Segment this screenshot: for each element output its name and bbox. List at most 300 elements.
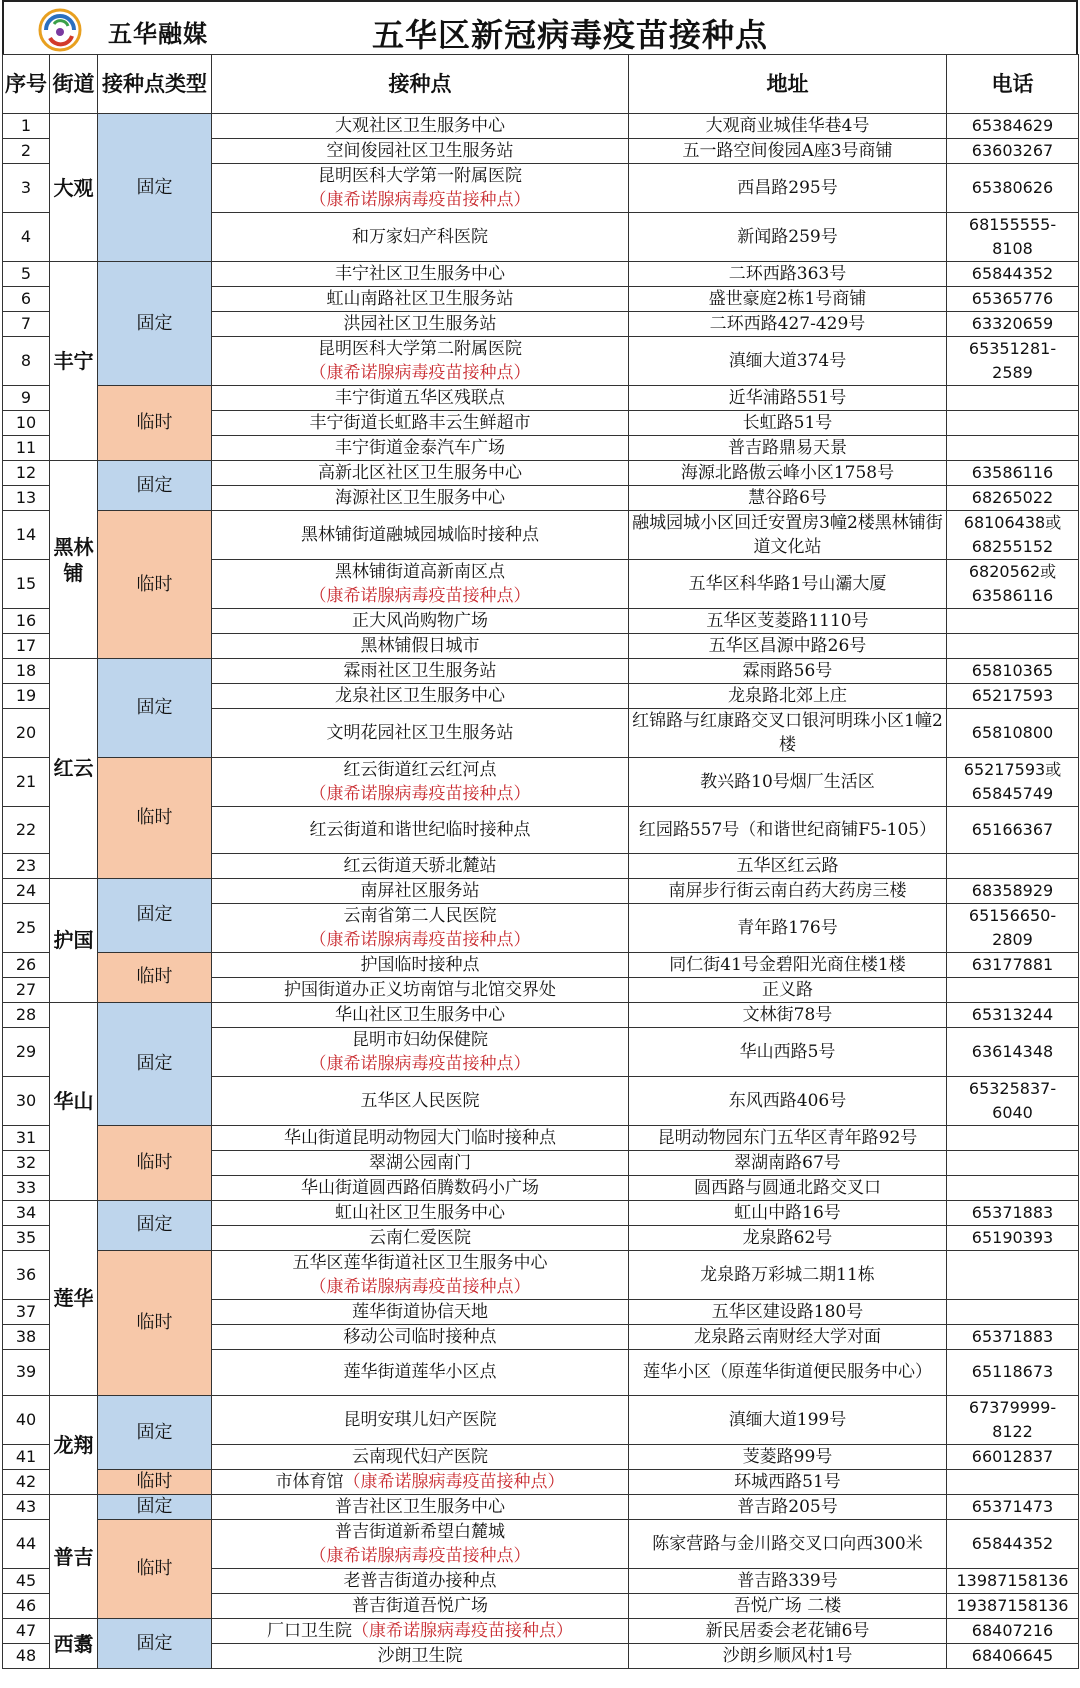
row-seq: 12 [3, 461, 50, 486]
site-phone: 68407216 [947, 1619, 1079, 1644]
row-seq: 25 [3, 903, 50, 952]
table-row [3, 1470, 1079, 1495]
site-name [212, 853, 629, 878]
site-name [212, 609, 629, 634]
site-phone: 63177881 [947, 952, 1079, 977]
site-phone [947, 977, 1079, 1002]
vaccine-note: （康希诺腺病毒疫苗接种点） [309, 1053, 531, 1074]
site-address: 红锦路与红康路交叉口银河明珠小区1幢2楼 [629, 709, 947, 758]
row-seq: 8 [3, 337, 50, 386]
site-address: 青年路176号 [629, 903, 947, 952]
site-name [212, 1349, 629, 1396]
site-name-text: 普吉社区卫生服务中心 [335, 1497, 505, 1518]
site-address: 环城西路51号 [629, 1470, 947, 1495]
row-seq: 45 [3, 1569, 50, 1594]
vaccination-sites-table [2, 54, 1079, 1669]
site-phone: 65844352 [947, 262, 1079, 287]
site-name-text: 丰宁社区卫生服务中心 [335, 264, 505, 284]
site-name-text: 昆明医科大学第一附属医院 [318, 166, 522, 186]
site-address: 大观商业城佳华巷4号 [629, 114, 947, 139]
site-address: 虹山中路16号 [629, 1200, 947, 1225]
site-name [212, 634, 629, 659]
site-name [212, 1569, 629, 1594]
site-name-text: 华山社区卫生服务中心 [335, 1004, 505, 1025]
site-phone [947, 386, 1079, 411]
site-name [212, 1619, 629, 1644]
site-name [212, 411, 629, 436]
site-phone [947, 1299, 1079, 1324]
street-name: 红云 [50, 659, 98, 879]
street-name: 华山 [50, 1002, 98, 1200]
site-name-text: 华山街道昆明动物园大门临时接种点 [284, 1127, 556, 1148]
site-phone [947, 609, 1079, 634]
site-address: 五华区红云路 [629, 853, 947, 878]
table-row [3, 461, 1079, 486]
site-name [212, 878, 629, 903]
site-phone [947, 411, 1079, 436]
site-address: 红园路557号（和谐世纪商铺F5-105） [629, 807, 947, 854]
row-seq: 14 [3, 511, 50, 560]
site-address: 莲华小区（原莲华街道便民服务中心） [629, 1349, 947, 1396]
row-seq: 29 [3, 1027, 50, 1076]
row-seq: 22 [3, 807, 50, 854]
site-type-badge: 临时 [98, 952, 212, 1002]
site-name-text: 红云街道和谐世纪临时接种点 [309, 819, 531, 840]
site-phone: 65810800 [947, 709, 1079, 758]
site-address: 陈家营路与金川路交叉口向西300米 [629, 1520, 947, 1569]
row-seq: 15 [3, 560, 50, 609]
street-name: 莲华 [50, 1200, 98, 1396]
site-name-text: 翠湖公园南门 [369, 1152, 471, 1173]
table-row [3, 758, 1079, 807]
site-name [212, 560, 629, 609]
site-name [212, 386, 629, 411]
row-seq: 37 [3, 1299, 50, 1324]
row-seq: 42 [3, 1470, 50, 1495]
row-seq: 34 [3, 1200, 50, 1225]
site-address: 沙朗乡顺风村1号 [629, 1644, 947, 1669]
site-name-text: 昆明安琪儿妇产医院 [343, 1410, 497, 1431]
vaccine-note: （康希诺腺病毒疫苗接种点） [309, 784, 531, 804]
table-row [3, 386, 1079, 411]
site-name [212, 164, 629, 213]
vaccine-note: （康希诺腺病毒疫苗接种点） [309, 190, 531, 210]
site-name [212, 1299, 629, 1324]
street-name: 护国 [50, 878, 98, 1002]
site-phone: 65325837-6040 [947, 1076, 1079, 1125]
table-row [3, 659, 1079, 684]
site-type-badge: 临时 [98, 1250, 212, 1396]
site-address: 龙泉路云南财经大学对面 [629, 1324, 947, 1349]
site-name-text: 正大风尚购物广场 [352, 611, 488, 631]
row-seq: 9 [3, 386, 50, 411]
row-seq: 32 [3, 1150, 50, 1175]
table-row [3, 1619, 1079, 1644]
page-title: 五华区新冠病毒疫苗接种点 [371, 16, 768, 54]
site-name [212, 952, 629, 977]
site-name-text: 普吉街道吾悦广场 [352, 1596, 488, 1617]
site-phone [947, 436, 1079, 461]
row-seq: 18 [3, 659, 50, 684]
site-name [212, 461, 629, 486]
site-phone [947, 634, 1079, 659]
row-seq: 28 [3, 1002, 50, 1027]
site-name [212, 262, 629, 287]
site-address: 二环西路427-429号 [629, 312, 947, 337]
site-address: 近华浦路551号 [629, 386, 947, 411]
site-type-badge: 固定 [98, 1002, 212, 1125]
site-address: 新闻路259号 [629, 213, 947, 262]
site-address: 慧谷路6号 [629, 486, 947, 511]
site-name-text: 莲华街道莲华小区点 [343, 1362, 497, 1383]
site-name-text: 黑林铺假日城市 [360, 636, 480, 656]
site-phone: 63603267 [947, 139, 1079, 164]
site-name-text: 高新北区社区卫生服务中心 [318, 463, 522, 483]
site-name-text: 华山街道圆西路佰腾数码小广场 [301, 1177, 539, 1198]
site-address: 同仁街41号金碧阳光商住楼1楼 [629, 952, 947, 977]
site-address: 盛世豪庭2栋1号商铺 [629, 287, 947, 312]
site-address: 教兴路10号烟厂生活区 [629, 758, 947, 807]
row-seq: 7 [3, 312, 50, 337]
site-address: 吾悦广场 二楼 [629, 1594, 947, 1619]
site-phone: 65351281-2589 [947, 337, 1079, 386]
site-type-badge: 固定 [98, 461, 212, 511]
header-type: 接种点类型 [98, 55, 212, 114]
row-seq: 27 [3, 977, 50, 1002]
site-address: 滇缅大道374号 [629, 337, 947, 386]
vaccine-note: （康希诺腺病毒疫苗接种点） [309, 929, 531, 950]
vaccine-note: （康希诺腺病毒疫苗接种点） [309, 1546, 531, 1567]
site-phone: 65371883 [947, 1200, 1079, 1225]
table-row [3, 878, 1079, 903]
site-phone: 65166367 [947, 807, 1079, 854]
site-type-badge: 临时 [98, 1125, 212, 1200]
site-name-text: 护国街道办正义坊南馆与北馆交界处 [284, 979, 556, 1000]
site-phone: 63614348 [947, 1027, 1079, 1076]
site-address: 龙泉路北郊上庄 [629, 684, 947, 709]
site-name-text: 空间俊园社区卫生服务站 [326, 141, 514, 161]
site-phone: 68406645 [947, 1644, 1079, 1669]
site-address: 五华区科华路1号山灞大厦 [629, 560, 947, 609]
table-row [3, 1250, 1079, 1299]
row-seq: 2 [3, 139, 50, 164]
site-address: 东风西路406号 [629, 1076, 947, 1125]
row-seq: 39 [3, 1349, 50, 1396]
street-name: 丰宁 [50, 262, 98, 461]
site-name [212, 1200, 629, 1225]
site-type-badge: 临时 [98, 1520, 212, 1619]
site-name [212, 511, 629, 560]
site-name [212, 1002, 629, 1027]
site-name [212, 684, 629, 709]
site-name [212, 1495, 629, 1520]
row-seq: 26 [3, 952, 50, 977]
site-address: 龙泉路万彩城二期11栋 [629, 1250, 947, 1299]
row-seq: 30 [3, 1076, 50, 1125]
site-phone: 65371473 [947, 1495, 1079, 1520]
table-row [3, 511, 1079, 560]
site-name-text: 昆明市妇幼保健院 [352, 1029, 488, 1050]
site-name-text: 云南现代妇产医院 [352, 1447, 488, 1468]
site-name [212, 977, 629, 1002]
site-name-text: 黑林铺街道融城园城临时接种点 [301, 525, 539, 545]
header-phone: 电话 [947, 55, 1079, 114]
street-name: 西翥 [50, 1619, 98, 1669]
site-name [212, 1076, 629, 1125]
table-header-row [3, 55, 1079, 114]
site-phone: 68155555-8108 [947, 213, 1079, 262]
site-phone: 67379999-8122 [947, 1396, 1079, 1445]
site-type-badge: 固定 [98, 1495, 212, 1520]
street-name: 大观 [50, 114, 98, 262]
site-phone: 63586116 [947, 461, 1079, 486]
table-row [3, 1520, 1079, 1569]
site-name-text: 丰宁街道长虹路丰云生鲜超市 [309, 413, 531, 433]
street-name: 黑林铺 [50, 461, 98, 659]
site-phone: 13987158136 [947, 1569, 1079, 1594]
site-name-text: 移动公司临时接种点 [343, 1326, 497, 1347]
site-name-text: 云南省第二人民医院 [343, 905, 497, 926]
site-name [212, 312, 629, 337]
site-phone [947, 1125, 1079, 1150]
site-name [212, 1470, 629, 1495]
site-name-text: 厂口卫生院 [267, 1621, 352, 1642]
site-address: 翠湖南路67号 [629, 1150, 947, 1175]
site-address: 滇缅大道199号 [629, 1396, 947, 1445]
site-type-badge: 固定 [98, 1396, 212, 1470]
row-seq: 47 [3, 1619, 50, 1644]
site-name [212, 1396, 629, 1445]
site-address: 普吉路205号 [629, 1495, 947, 1520]
site-phone: 65217593或65845749 [947, 758, 1079, 807]
row-seq: 10 [3, 411, 50, 436]
site-name [212, 139, 629, 164]
header-street: 街道 [50, 55, 98, 114]
site-phone: 66012837 [947, 1445, 1079, 1470]
site-phone: 65384629 [947, 114, 1079, 139]
site-name [212, 1027, 629, 1076]
site-address: 五华区昌源中路26号 [629, 634, 947, 659]
site-name [212, 1150, 629, 1175]
site-name-text: 霖雨社区卫生服务站 [343, 661, 497, 681]
site-address: 普吉路鼎易天景 [629, 436, 947, 461]
row-seq: 40 [3, 1396, 50, 1445]
street-name: 龙翔 [50, 1396, 98, 1495]
row-seq: 11 [3, 436, 50, 461]
site-address: 海源北路傲云峰小区1758号 [629, 461, 947, 486]
site-name [212, 287, 629, 312]
site-phone [947, 1250, 1079, 1299]
site-name [212, 1445, 629, 1470]
site-phone: 68106438或68255152 [947, 511, 1079, 560]
row-seq: 35 [3, 1225, 50, 1250]
site-type-badge: 固定 [98, 1200, 212, 1250]
site-type-badge: 临时 [98, 758, 212, 879]
site-name [212, 1644, 629, 1669]
site-phone [947, 1470, 1079, 1495]
site-name-text: 普吉街道新希望白麓城 [335, 1522, 505, 1543]
row-seq: 21 [3, 758, 50, 807]
site-phone: 65365776 [947, 287, 1079, 312]
site-type-badge: 临时 [98, 386, 212, 461]
brand-name: 五华融媒 [108, 20, 208, 48]
site-name [212, 436, 629, 461]
site-address: 五华区芰菱路1110号 [629, 609, 947, 634]
site-address: 西昌路295号 [629, 164, 947, 213]
site-phone [947, 853, 1079, 878]
site-name [212, 337, 629, 386]
site-phone: 19387158136 [947, 1594, 1079, 1619]
site-phone: 65313244 [947, 1002, 1079, 1027]
site-name-text: 莲华街道协信天地 [352, 1301, 488, 1322]
site-name-text: 和万家妇产科医院 [352, 227, 488, 247]
row-seq: 5 [3, 262, 50, 287]
site-phone: 65810365 [947, 659, 1079, 684]
site-address: 普吉路339号 [629, 1569, 947, 1594]
site-address: 新民居委会老花铺6号 [629, 1619, 947, 1644]
site-phone: 65118673 [947, 1349, 1079, 1396]
page-header [2, 0, 1078, 54]
vaccine-note: （康希诺腺病毒疫苗接种点） [309, 586, 531, 606]
site-address: 华山西路5号 [629, 1027, 947, 1076]
site-address: 霖雨路56号 [629, 659, 947, 684]
vaccine-note: （康希诺腺病毒疫苗接种点） [352, 1621, 573, 1642]
site-address: 文林街78号 [629, 1002, 947, 1027]
row-seq: 36 [3, 1250, 50, 1299]
table-row [3, 114, 1079, 139]
site-address: 圆西路与圆通北路交叉口 [629, 1175, 947, 1200]
table-row [3, 1495, 1079, 1520]
site-phone: 65371883 [947, 1324, 1079, 1349]
site-name-text: 海源社区卫生服务中心 [335, 488, 505, 508]
row-seq: 3 [3, 164, 50, 213]
header-site: 接种点 [212, 55, 629, 114]
street-name: 普吉 [50, 1495, 98, 1619]
site-name [212, 709, 629, 758]
row-seq: 46 [3, 1594, 50, 1619]
site-name-text: 南屏社区服务站 [360, 880, 480, 901]
site-name [212, 1175, 629, 1200]
site-name-text: 虹山南路社区卫生服务站 [326, 289, 514, 309]
site-name [212, 486, 629, 511]
table-row [3, 952, 1079, 977]
row-seq: 31 [3, 1125, 50, 1150]
site-name [212, 807, 629, 854]
site-name [212, 758, 629, 807]
site-name-text: 洪园社区卫生服务站 [343, 314, 497, 334]
site-name-text: 昆明医科大学第二附属医院 [318, 339, 522, 359]
site-name-text: 云南仁爱医院 [369, 1227, 471, 1248]
vaccine-note: （康希诺腺病毒疫苗接种点） [309, 1276, 531, 1297]
site-type-badge: 临时 [98, 511, 212, 659]
table-body [3, 114, 1079, 1669]
site-type-badge: 固定 [98, 1619, 212, 1669]
row-seq: 44 [3, 1520, 50, 1569]
row-seq: 6 [3, 287, 50, 312]
site-phone: 6820562或63586116 [947, 560, 1079, 609]
vaccine-note: （康希诺腺病毒疫苗接种点） [343, 1472, 565, 1493]
site-phone: 65190393 [947, 1225, 1079, 1250]
site-phone: 65844352 [947, 1520, 1079, 1569]
site-phone: 65380626 [947, 164, 1079, 213]
site-name-text: 虹山社区卫生服务中心 [335, 1202, 505, 1223]
site-name-text: 市体育馆 [275, 1472, 344, 1493]
row-seq: 1 [3, 114, 50, 139]
site-name [212, 1225, 629, 1250]
row-seq: 41 [3, 1445, 50, 1470]
header-seq: 序号 [3, 55, 50, 114]
table-row [3, 1125, 1079, 1150]
row-seq: 43 [3, 1495, 50, 1520]
site-name-text: 五华区人民医院 [360, 1090, 480, 1111]
site-address: 融城园城小区回迁安置房3幢2楼黑林铺街道文化站 [629, 511, 947, 560]
site-name-text: 龙泉社区卫生服务中心 [335, 686, 505, 706]
table-row [3, 1396, 1079, 1445]
site-name-text: 丰宁街道金泰汽车广场 [335, 438, 505, 458]
site-name [212, 1594, 629, 1619]
site-address: 正义路 [629, 977, 947, 1002]
row-seq: 19 [3, 684, 50, 709]
site-type-badge: 固定 [98, 878, 212, 952]
site-phone: 65156650-2809 [947, 903, 1079, 952]
site-type-badge: 固定 [98, 114, 212, 262]
site-name [212, 1520, 629, 1569]
site-address: 五一路空间俊园A座3号商铺 [629, 139, 947, 164]
site-name-text: 红云街道红云红河点 [343, 760, 497, 780]
site-address: 二环西路363号 [629, 262, 947, 287]
row-seq: 17 [3, 634, 50, 659]
row-seq: 38 [3, 1324, 50, 1349]
vaccine-note: （康希诺腺病毒疫苗接种点） [309, 363, 531, 383]
site-name-text: 老普吉街道办接种点 [343, 1571, 497, 1592]
site-phone [947, 1150, 1079, 1175]
site-name [212, 1250, 629, 1299]
site-phone: 68265022 [947, 486, 1079, 511]
site-address: 昆明动物园东门五华区青年路92号 [629, 1125, 947, 1150]
site-address: 龙泉路62号 [629, 1225, 947, 1250]
row-seq: 24 [3, 878, 50, 903]
row-seq: 16 [3, 609, 50, 634]
site-name-text: 护国临时接种点 [360, 954, 480, 975]
site-name [212, 903, 629, 952]
table-row [3, 262, 1079, 287]
site-name-text: 文明花园社区卫生服务站 [326, 723, 514, 743]
table-row [3, 1002, 1079, 1027]
site-name-text: 五华区莲华街道社区卫生服务中心 [292, 1252, 548, 1273]
site-name-text: 红云街道天骄北麓站 [343, 855, 497, 876]
site-type-badge: 固定 [98, 262, 212, 386]
site-name-text: 黑林铺街道高新南区点 [335, 562, 505, 582]
row-seq: 48 [3, 1644, 50, 1669]
site-name-text: 大观社区卫生服务中心 [335, 116, 505, 136]
row-seq: 33 [3, 1175, 50, 1200]
site-name [212, 1324, 629, 1349]
table-row [3, 1200, 1079, 1225]
site-name [212, 114, 629, 139]
site-name-text: 丰宁街道五华区残联点 [335, 388, 505, 408]
row-seq: 20 [3, 709, 50, 758]
site-phone: 63320659 [947, 312, 1079, 337]
site-address: 芰菱路99号 [629, 1445, 947, 1470]
header-address: 地址 [629, 55, 947, 114]
site-name [212, 213, 629, 262]
site-type-badge: 固定 [98, 659, 212, 758]
site-address: 南屏步行街云南白药大药房三楼 [629, 878, 947, 903]
row-seq: 13 [3, 486, 50, 511]
site-phone: 68358929 [947, 878, 1079, 903]
site-name [212, 1125, 629, 1150]
site-name-text: 沙朗卫生院 [377, 1646, 463, 1667]
